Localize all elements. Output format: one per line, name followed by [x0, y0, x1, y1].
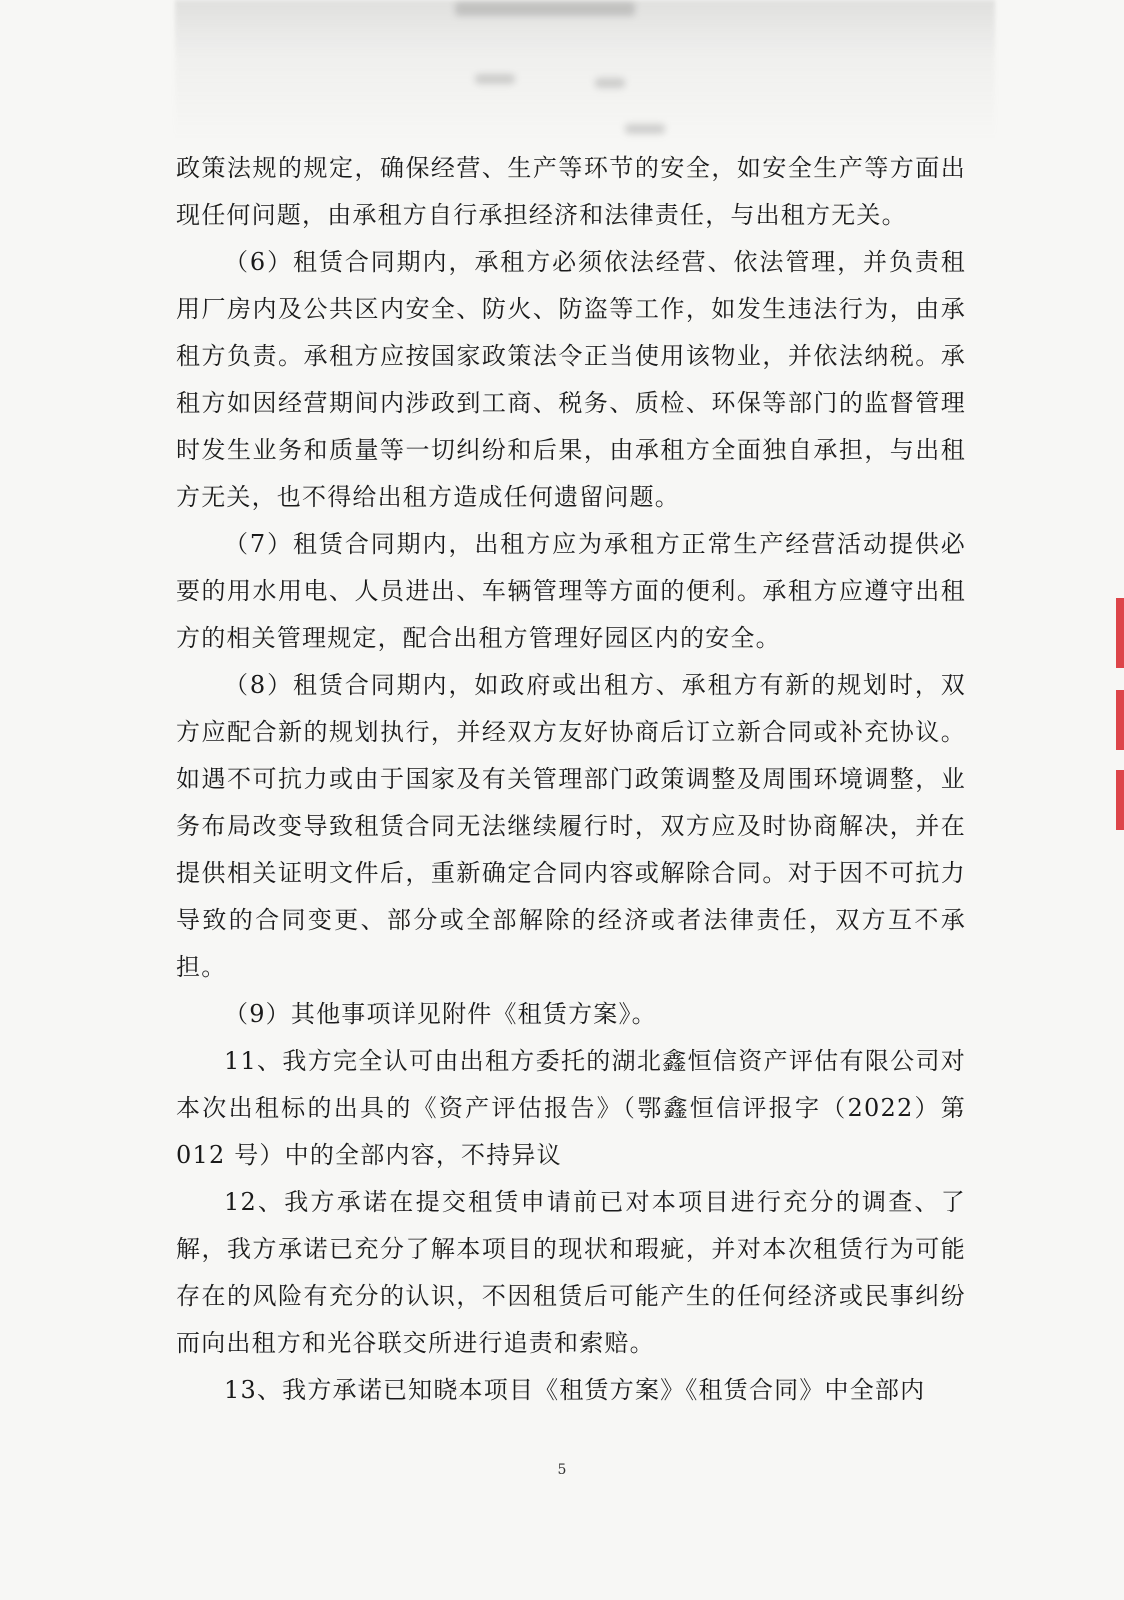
page-number: 5 — [557, 1462, 567, 1478]
paragraph-clause-6: （6）租赁合同期内，承租方必须依法经营、依法管理，并负责租用厂房内及公共区内安全、防火、防盗等工作，如发生违法行为，由承租方负责。承租方应按国家政策法令正当使用该物业，并依法纳税。承租方如因经营期间内涉政到工商、税务、质检、环保等部门的监督管理时发生业务和质量等一切纠纷和后果，由承租方全面独自承担，与出租方无关，也不得给出租方造成任何遗留问题。 — [176, 248, 966, 511]
paragraph-item-11: 11、我方完全认可由出租方委托的湖北鑫恒信资产评估有限公司对本次出租标的出具的《资产评估报告》（鄂鑫恒信评报字（2022）第 012 号）中的全部内容，不持异议 — [176, 1047, 966, 1169]
paragraph-clause-7: （7）租赁合同期内，出租方应为承租方正常生产经营活动提供必要的用水用电、人员进出、车辆管理等方面的便利。承租方应遵守出租方的相关管理规定，配合出租方管理好园区内的安全。 — [176, 530, 966, 652]
paragraph-continuation: 政策法规的规定，确保经营、生产等环节的安全，如安全生产等方面出现任何问题，由承租方自行承担经济和法律责任，与出租方无关。 — [176, 154, 966, 229]
paragraph-item-13: 13、我方承诺已知晓本项目《租赁方案》《租赁合同》中全部内 — [224, 1376, 926, 1404]
paragraph-item-12: 12、我方承诺在提交租赁申请前已对本项目进行充分的调查、了解，我方承诺已充分了解本项目的现状和瑕疵，并对本次租赁行为可能存在的风险有充分的认识，不因租赁后可能产生的任何经济或民事纠纷而向出租方和光谷联交所进行追责和索赔。 — [176, 1188, 966, 1357]
body-text — [176, 145, 966, 1414]
red-seal-edge — [1116, 770, 1124, 830]
paragraph-clause-8: （8）租赁合同期内，如政府或出租方、承租方有新的规划时，双方应配合新的规划执行，并经双方友好协商后订立新合同或补充协议。如遇不可抗力或由于国家及有关管理部门政策调整及周围环境调整，业务布局改变导致租赁合同无法继续履行时，双方应及时协商解决，并在提供相关证明文件后，重新确定合同内容或解除合同。对于因不可抗力导致的合同变更、部分或全部解除的经济或者法律责任，双方互不承担。 — [176, 671, 966, 981]
red-seal-edge — [1116, 690, 1124, 750]
red-seal-edge — [1116, 598, 1124, 668]
paragraph-clause-9: （9）其他事项详见附件《租赁方案》。 — [224, 1000, 657, 1028]
scan-smudge-header — [175, 0, 995, 140]
